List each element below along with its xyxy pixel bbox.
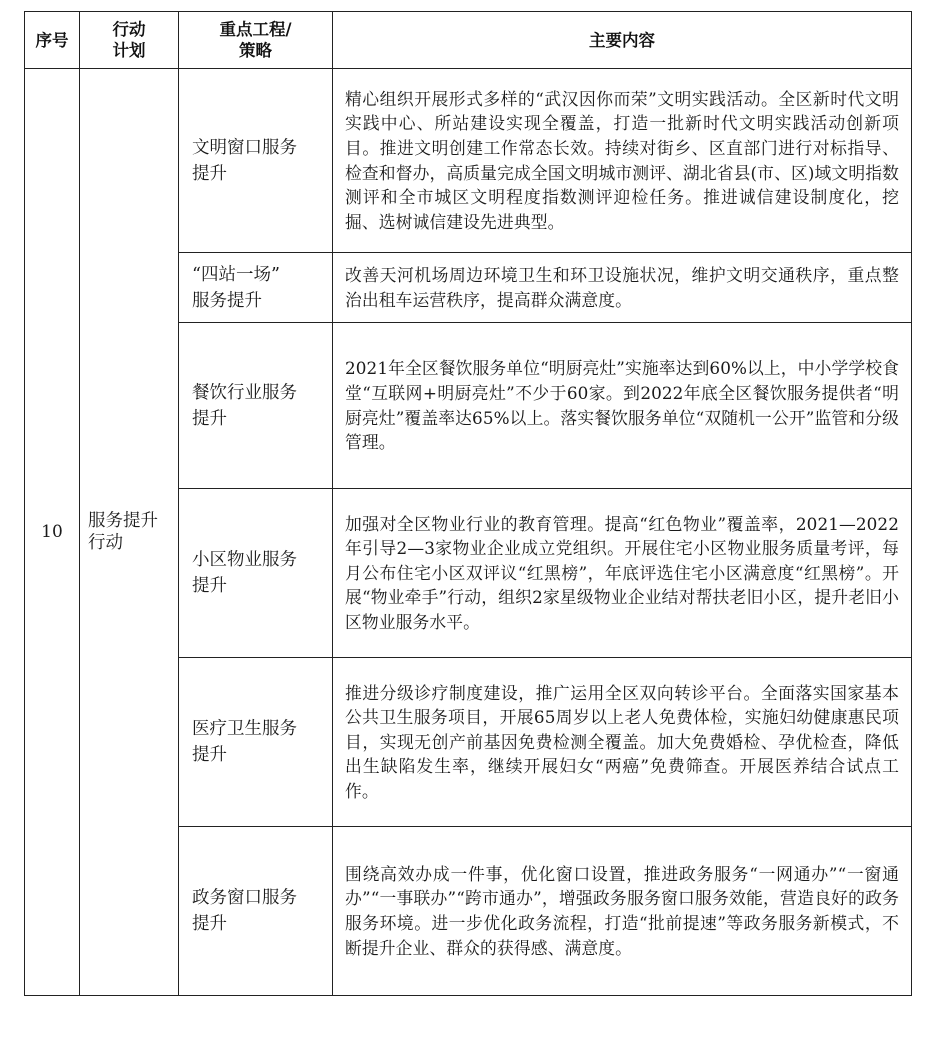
header-seq: 序号 [25,12,80,69]
table-row [25,69,912,253]
project-line1: 餐饮行业服务 [192,382,297,403]
header-project-line1: 重点工程/ [219,20,292,39]
project-line2: 提升 [192,745,227,765]
header-action-line1: 行动 [112,20,146,39]
table-header [25,12,912,69]
header-action-line2: 计划 [112,41,146,60]
project-line2: 提升 [192,163,227,184]
project-line2: 提升 [192,576,227,596]
project-line2: 服务提升 [192,290,262,311]
content-cell: 推进分级诊疗制度建设，推广运用全区双向转诊平台。全面落实国家基本公共卫生服务项目，开展65周岁以上老人免费体检，实施妇幼健康惠民项目，实现无创产前基因免费检测全覆盖。加大免费婚检、孕优检查，降低出生缺陷发生率，继续开展妇女“两癌”免费筛查。开展医养结合试点工作。 [333,658,912,827]
project-cell [179,489,333,658]
action-plan-line1: 服务提升 [88,511,158,531]
project-cell [179,69,333,253]
project-cell [179,827,333,996]
action-plan-cell [80,69,179,996]
project-line1: 医疗卫生服务 [192,719,297,739]
seq-cell: 10 [25,69,80,996]
project-line1: 小区物业服务 [192,550,297,570]
header-content: 主要内容 [333,12,912,69]
project-line1: 政务窗口服务 [192,888,297,908]
content-cell: 改善天河机场周边环境卫生和环卫设施状况，维护文明交通秩序，重点整治出租车运营秩序，提高群众满意度。 [333,253,912,323]
project-line2: 提升 [192,408,227,429]
header-project [179,12,333,69]
project-cell [179,323,333,489]
action-plan-table [24,11,912,996]
content-cell: 2021年全区餐饮服务单位“明厨亮灶”实施率达到60%以上，中小学学校食堂“互联网+明厨亮灶”不少于60家。到2022年底全区餐饮服务提供者“明厨亮灶”覆盖率达65%以上。落实餐饮服务单位“双随机一公开”监管和分级管理。 [333,323,912,489]
content-cell: 加强对全区物业行业的教育管理。提高“红色物业”覆盖率，2021—2022年引导2—3家物业企业成立党组织。开展住宅小区物业服务质量考评，每月公布住宅小区双评议“红黑榜”，年底评选住宅小区满意度“红黑榜”。开展“物业牵手”行动，组织2家星级物业企业结对帮扶老旧小区，提升老旧小区物业服务水平。 [333,489,912,658]
header-project-line2: 策略 [239,41,272,60]
action-plan-line2: 行动 [88,533,123,553]
project-line2: 提升 [192,914,227,934]
project-line1: 文明窗口服务 [192,137,297,158]
project-cell [179,253,333,323]
content-cell: 围绕高效办成一件事，优化窗口设置，推进政务服务“一网通办”“一窗通办”“一事联办”“跨市通办”，增强政务服务窗口服务效能，营造良好的政务服务环境。进一步优化政务流程，打造“批前提速”等政务服务新模式，不断提升企业、群众的获得感、满意度。 [333,827,912,996]
project-line1: “四站一场” [192,264,280,285]
project-cell [179,658,333,827]
table-body [25,69,912,996]
header-action-plan [80,12,179,69]
content-cell: 精心组织开展形式多样的“武汉因你而荣”文明实践活动。全区新时代文明实践中心、所站建设实现全覆盖，打造一批新时代文明实践活动创新项目。推进文明创建工作常态长效。持续对街乡、区直部门进行对标指导、检查和督办，高质量完成全国文明城市测评、湖北省县(市、区)域文明指数测评和全市城区文明程度指数测评迎检任务。推进诚信建设制度化，挖掘、选树诚信建设先进典型。 [333,69,912,253]
